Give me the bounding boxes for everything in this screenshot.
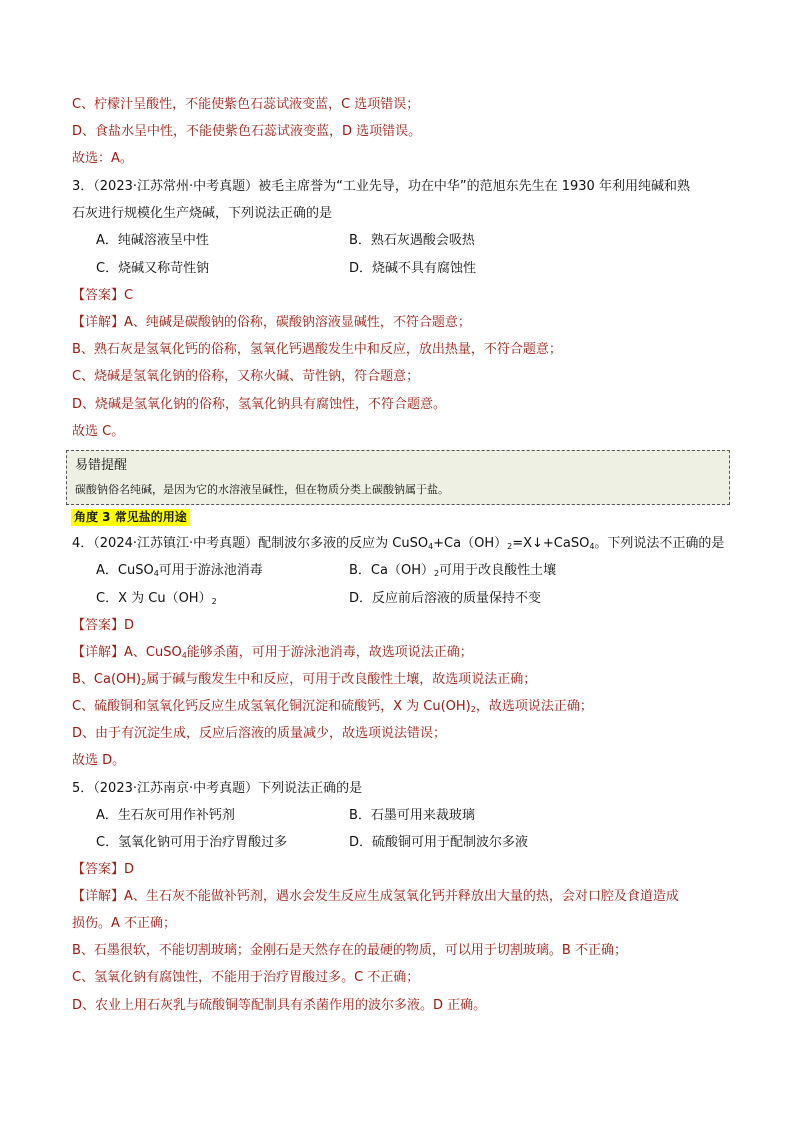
option-a: A．CuSO$_4$可用于游泳池消毒 xyxy=(96,563,263,578)
section-heading: 角度 3 常见盐的用途 xyxy=(71,509,190,526)
tip-text: 碳酸钠俗名纯碱，是因为它的水溶液呈碱性，但在物质分类上碳酸钠属于盐。 xyxy=(75,483,449,496)
explanation-line: D、农业上用石灰乳与硫酸铜等配制具有杀菌作用的波尔多液。D 正确。 xyxy=(72,998,487,1013)
explanation-line: 【详解】A、CuSO$_4$能够杀菌，可用于游泳池消毒，故选项说法正确； xyxy=(72,645,473,660)
question-stem: 3．（2023·江苏常州·中考真题）被毛主席誉为“工业先导，功在中华”的范旭东先生在 1930 年利用纯碱和熟 xyxy=(72,179,690,194)
answer-line: 【答案】D xyxy=(72,862,135,877)
option-b: B．石墨可用来裁玻璃 xyxy=(349,808,475,823)
error-tip-box xyxy=(66,450,730,505)
option-b: B．$Ca(OH)_2$可用于改良酸性土壤 xyxy=(349,563,557,578)
explanation-line: C、氢氧化钠有腐蚀性，不能用于治疗胃酸过多。C 不正确； xyxy=(72,970,420,985)
option-d: D．硫酸铜可用于配制波尔多液 xyxy=(349,835,529,850)
explanation-line: D、食盐水呈中性，不能使紫色石蕊试液变蓝，D 选项错误。 xyxy=(72,124,422,139)
option-c: C．烧碱又称苛性钠 xyxy=(96,261,210,276)
option-a: A．生石灰可用作补钙剂 xyxy=(96,808,235,823)
option-d: D．反应前后溶液的质量保持不变 xyxy=(349,591,542,606)
explanation-line: D、由于有沉淀生成，反应后溶液的质量减少，故选项说法错误； xyxy=(72,726,447,741)
choice-line: 故选：A。 xyxy=(72,151,133,166)
explanation-line: B、石墨很软，不能切割玻璃；金刚石是天然存在的最硬的物质，可以用于切割玻璃。B 不正确； xyxy=(72,943,627,958)
option-c: C．X 为 $Cu(OH)_2$ xyxy=(96,591,217,606)
explanation-line: B、熟石灰是氢氧化钙的俗称，氢氧化钙遇酸发生中和反应，放出热量，不符合题意； xyxy=(72,342,562,357)
choice-line: 故选 D。 xyxy=(72,753,126,768)
explanation-line: 【详解】A、纯碱是碳酸钠的俗称，碳酸钠溶液显碱性，不符合题意； xyxy=(72,315,471,330)
tip-title: 易错提醒 xyxy=(75,458,128,473)
explanation-line: B、$Ca(OH)_2$属于碱与酸发生中和反应，可用于改良酸性土壤，故选项说法正确； xyxy=(72,672,537,687)
explanation-line: 【详解】A、生石灰不能做补钙剂，遇水会发生反应生成氢氧化钙并释放出大量的热，会对口腔及食道造成 xyxy=(72,889,679,904)
answer-line: 【答案】C xyxy=(72,288,134,303)
explanation-line: C、烧碱是氢氧化钠的俗称，又称火碱、苛性钠，符合题意； xyxy=(72,369,420,384)
explanation-line: 损伤。A 不正确； xyxy=(72,916,177,931)
option-b: B．熟石灰遇酸会吸热 xyxy=(349,233,475,248)
explanation-line: C、柠檬汁呈酸性，不能使紫色石蕊试液变蓝，C 选项错误； xyxy=(72,97,420,112)
option-c: C．氢氧化钠可用于治疗胃酸过多 xyxy=(96,835,288,850)
explanation-line: C、硫酸铜和氢氧化钙反应生成氢氧化铜沉淀和硫酸钙，X 为 $Cu(OH)_2$，故选项说法正确； xyxy=(72,699,593,714)
question-stem: 石灰进行规模化生产烧碱，下列说法正确的是 xyxy=(72,206,333,221)
question-stem: 4．（2024·江苏镇江·中考真题）配制波尔多液的反应为 $CuSO_4+Ca(OH)_2=X↓+CaSO_4$。下列说法不正确的是 xyxy=(72,536,725,551)
answer-line: 【答案】D xyxy=(72,618,135,633)
option-d: D．烧碱不具有腐蚀性 xyxy=(349,261,477,276)
choice-line: 故选 C。 xyxy=(72,424,125,439)
option-a: A．纯碱溶液呈中性 xyxy=(96,233,209,248)
question-stem: 5．（2023·江苏南京·中考真题）下列说法正确的是 xyxy=(72,781,363,796)
explanation-line: D、烧碱是氢氧化钠的俗称，氢氧化钠具有腐蚀性，不符合题意。 xyxy=(72,397,447,412)
